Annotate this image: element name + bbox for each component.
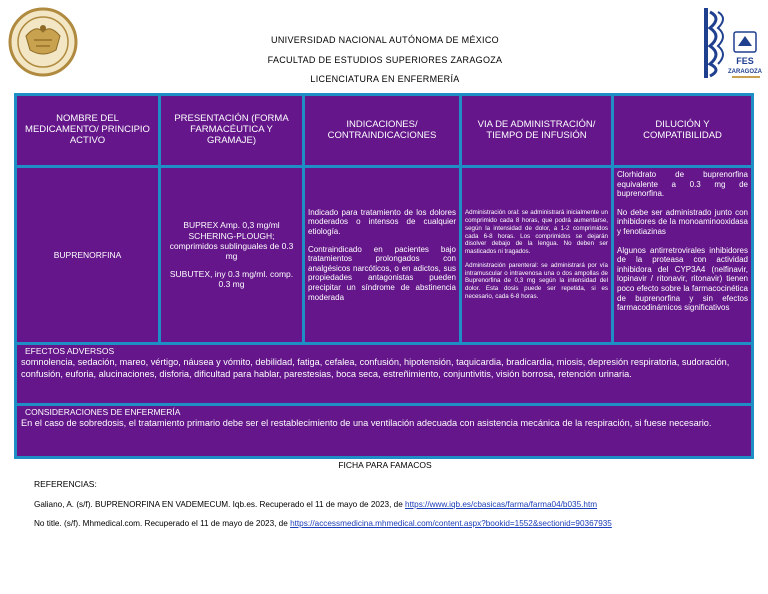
svg-text:ZARAGOZA: ZARAGOZA <box>728 69 762 75</box>
header-indicaciones: INDICACIONES/ CONTRAINDICACIONES <box>305 96 459 165</box>
reference-text: No title. (s/f). Mhmedical.com. Recuperado el 11 de mayo de 2023, de <box>34 519 291 528</box>
drug-table <box>14 93 754 459</box>
presentacion-line: BUPREX Amp. 0,3 mg/ml SCHERING-PLOUGH; comprimidos sublinguales de 0.3 mg <box>169 220 294 261</box>
fes-zaragoza-logo-icon <box>700 6 764 80</box>
program-name: LICENCIATURA EN ENFERMERÍA <box>310 74 460 84</box>
cell-nombre <box>17 168 158 342</box>
efectos-section <box>17 345 751 403</box>
header-via: VIA DE ADMINISTRACIÓN/ TIEMPO DE INFUSIÓN <box>462 96 611 165</box>
svg-text:FES: FES <box>736 56 754 66</box>
cell-presentacion <box>161 168 302 342</box>
references-title: REFERENCIAS: <box>34 479 97 489</box>
contraindicaciones-text: Contraindicado en pacientes bajo tratamientos prolongados con analgésicos narcóticos, o en adictos, sus propiedades antagonistas pueden precipitar un síndrome de abstinencia moderada <box>308 244 456 302</box>
reference-text: Galiano, A. (s/f). BUPRENORFINA EN VADEMECUM. Iqb.es. Recuperado el 11 de mayo de 2023, de <box>34 500 406 509</box>
cell-via <box>462 168 611 342</box>
header-presentacion: PRESENTACIÓN (FORMA FARMACÉUTICA Y GRAMAJE) <box>161 96 302 165</box>
header-nombre: NOMBRE DEL MEDICAMENTO/ PRINCIPIO ACTIVO <box>17 96 158 165</box>
header-dilucion: DILUCIÓN Y COMPATIBILIDAD <box>614 96 751 165</box>
efectos-body: somnolencia, sedación, mareo, vértigo, náusea y vómito, debilidad, fatiga, cefalea, confusión, hipotensión, taquicardia, bradicardia, miosis, depresión respiratoria, sudoración, confusión, euforia, alucinaciones, disforia, dificultad para hablar, parestesias, boca seca, estreñimiento, conjuntivitis, visión borrosa, retención urinaria. <box>21 357 730 380</box>
cell-indicaciones <box>305 168 459 342</box>
faculty-name: FACULTAD DE ESTUDIOS SUPERIORES ZARAGOZA <box>267 55 503 65</box>
consideraciones-body: En el caso de sobredosis, el tratamiento primario debe ser el restablecimiento de una ventilación adecuada con asistencia mecánica de la respiración, si fuese necesario. <box>21 418 712 428</box>
compatibilidad-text: No debe ser administrado junto con inhibidores de la monoaminooxidasa y fenotiazinas <box>617 207 748 236</box>
interacciones-text: Algunos antirretrovirales inhibidores de la proteasa con actividad inhibidora del CYP3A4 (nelfinavir, lopinavir / ritonavir, ritonavir) tienen poco efecto sobre la farmacocinética de buprenorfina y sin efectos farmacodinámicos significativos <box>617 245 748 313</box>
presentacion-line: SUBUTEX, iny 0.3 mg/ml. comp. 0.3 mg <box>169 269 294 290</box>
university-name: UNIVERSIDAD NACIONAL AUTÓNOMA DE MÉXICO <box>271 35 499 45</box>
via-parenteral-text: Administración parenteral: se administrará por vía intramuscular o intravenosa una o dos ampollas de Buprenorfina de 0,3 mg según la intensidad del dolor. Esta dosis puede ser repetida, si es necesario, cada 6-8 horas. <box>465 261 608 300</box>
indicaciones-text: Indicado para tratamiento de los dolores moderados o intensos de cualquier etiología. <box>308 207 456 237</box>
reference-item <box>34 519 612 528</box>
reference-link[interactable]: https://www.iqb.es/cbasicas/farma/farma04/b035.htm <box>405 500 598 509</box>
cell-dilucion <box>614 168 751 342</box>
consideraciones-section <box>17 406 751 456</box>
via-oral-text: Administración oral: se administrará inicialmente un comprimido cada 8 horas, que podrá aumentarse, según la intensidad de dolor, a 1-2 comprimidos cada 6-8 horas. Los comprimidos se dejarán disolver debajo de la lengua. No deben ser masticados ni tragados. <box>465 209 608 256</box>
unam-seal-icon <box>6 6 80 78</box>
reference-link[interactable]: https://accessmedicina.mhmedical.com/content.aspx?bookid=1552&sectionid=90367935 <box>290 519 612 528</box>
consideraciones-title: CONSIDERACIONES DE ENFERMERÍA <box>25 407 181 417</box>
efectos-title: EFECTOS ADVERSOS <box>25 346 115 356</box>
dilucion-text: Clorhidrato de buprenorfina equivalente a 0.3 mg de buprenorfina. <box>617 170 748 199</box>
reference-item <box>34 500 597 509</box>
document-footer: FICHA PARA FAMACOS <box>338 460 432 470</box>
drug-name: BUPRENORFINA <box>53 249 122 260</box>
